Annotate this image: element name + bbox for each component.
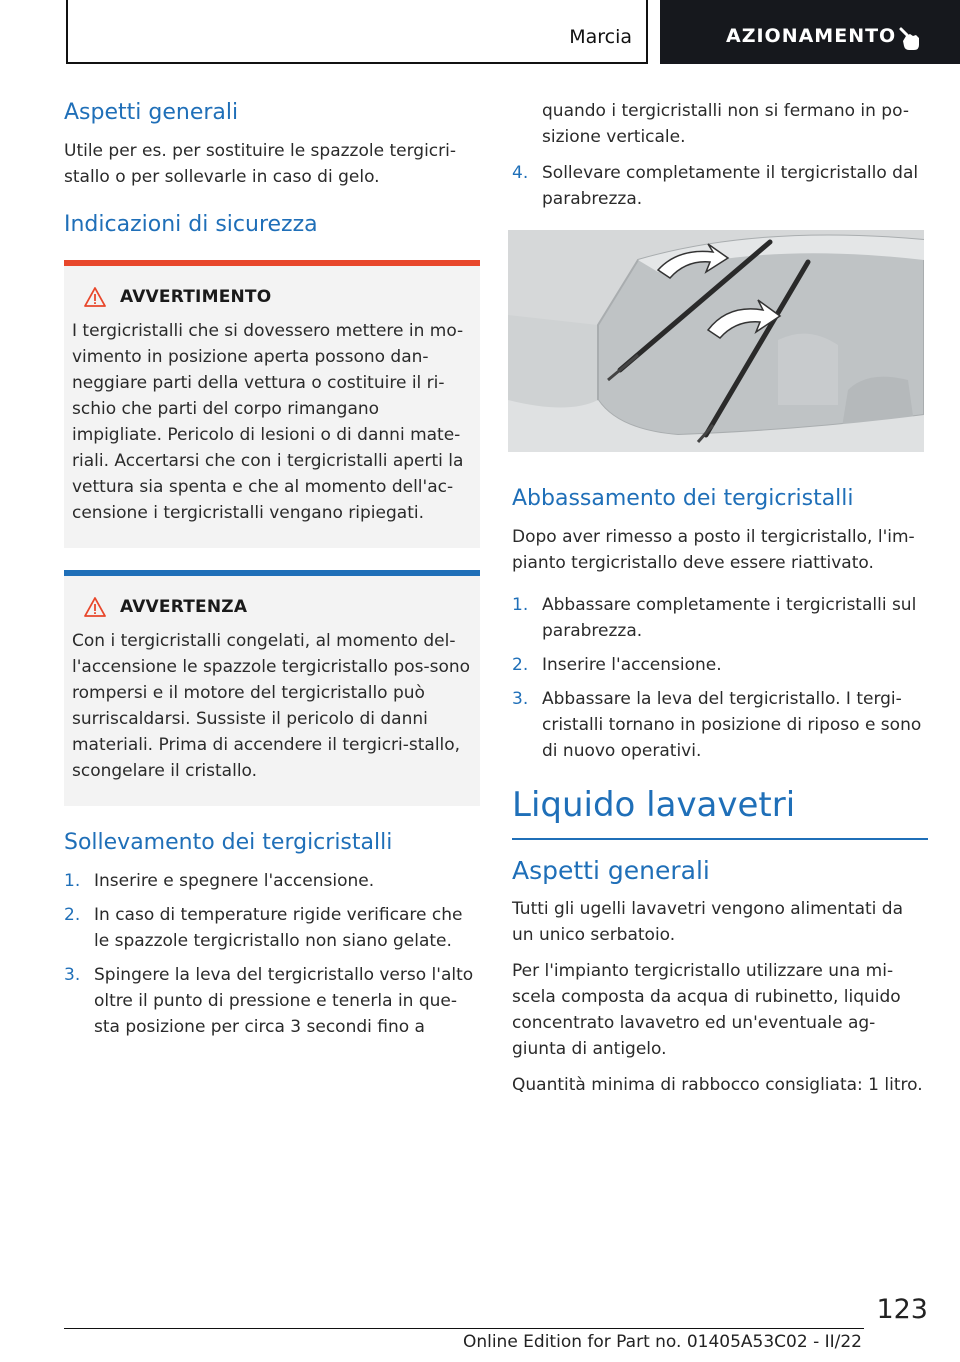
step-text: Inserire e spegnere l'accensione.: [94, 871, 375, 891]
list-item: [64, 902, 480, 954]
step-number: 2.: [512, 655, 529, 675]
step-text: Abbassare completamente i tergicristalli sul parabrezza.: [542, 595, 917, 641]
hand-pointer-icon: [898, 26, 922, 52]
warning-title: AVVERTIMENTO: [120, 287, 272, 307]
sollevamento-steps: [64, 868, 480, 1040]
warning-box-avvertenza: [64, 570, 480, 806]
liquido-heading: Liquido lavavetri: [512, 782, 928, 840]
step-text: Sollevare completamente il tergicristallo dal parabrezza.: [542, 163, 919, 209]
section-header-tab: [660, 0, 960, 64]
footer-divider: [64, 1328, 864, 1329]
warning-header: [72, 592, 472, 622]
liquido-para-1: Tutti gli ugelli lavavetri vengono alimentati da un unico serbatoio.: [512, 899, 903, 945]
chapter-header-box: [66, 0, 648, 64]
list-item: [512, 686, 928, 764]
step-number: 1.: [512, 595, 529, 615]
page-number: 123: [876, 1294, 928, 1325]
aspetti-heading: Aspetti generali: [64, 100, 239, 125]
warning-text: I tergicristalli che si dovessero mettere in mo-vimento in posizione aperta possono dan-neggiare parti della vettura o costituire il ri-schio che parti del corpo rimangano impigliate. Pericolo di lesioni o di danni mate-riali. Accertarsi che con i tergicristalli aperti la vettura sia spenta e che al momento dell'ac-censione i tergicristalli vengano ripiegati.: [72, 321, 464, 523]
list-item: [512, 652, 928, 678]
abbassamento-steps: [512, 592, 928, 764]
list-item: [512, 160, 928, 212]
sollevamento-heading: Sollevamento dei tergicristalli: [64, 830, 393, 855]
step-number: 2.: [64, 905, 81, 925]
warning-triangle-icon: [84, 597, 106, 617]
step-number: 3.: [64, 965, 81, 985]
list-item: [512, 592, 928, 644]
liquido-para-3: Quantità minima di rabbocco consigliata: 1 litro.: [512, 1075, 923, 1095]
chapter-title: Marcia: [569, 26, 632, 48]
warning-header: [72, 282, 472, 312]
step-number: 3.: [512, 689, 529, 709]
warning-text: Con i tergicristalli congelati, al momento del-l'accensione le spazzole tergicristallo pos-sono rompersi e il motore del tergicristallo può surriscaldarsi. Sussiste il pericolo di danni materiali. Prima di accendere il tergicri-stallo, scongelare il cristallo.: [72, 631, 471, 781]
left-column: [64, 98, 480, 1050]
sollevamento-steps-cont: [512, 160, 928, 212]
warning-title: AVVERTENZA: [120, 597, 248, 617]
step-text: Spingere la leva del tergicristallo verso l'alto oltre il punto di pressione e tenerla in que-sta posizione per circa 3 secondi fino a: [94, 965, 474, 1037]
step-number: 1.: [64, 871, 81, 891]
edition-footer: Online Edition for Part no. 01405A53C02 - II/22: [462, 1332, 862, 1352]
sicurezza-heading: Indicazioni di sicurezza: [64, 212, 318, 237]
right-column: [512, 98, 928, 1108]
wiper-illustration: [508, 230, 924, 452]
warning-box-avvertimento: [64, 260, 480, 548]
list-item: [64, 962, 480, 1040]
step-continuation: quando i tergicristalli non si fermano in po-sizione verticale.: [542, 101, 909, 147]
warning-triangle-icon: [84, 287, 106, 307]
step-number: 4.: [512, 163, 529, 183]
step-text: Inserire l'accensione.: [542, 655, 722, 675]
warning-bar-red: [64, 260, 480, 266]
aspetti2-heading: Aspetti generali: [512, 856, 710, 885]
warning-bar-blue: [64, 570, 480, 576]
liquido-para-2: Per l'impianto tergicristallo utilizzare una mi-scela composta da acqua di rubinetto, liquido concentrato lavavetro ed un'eventuale ag-giunta di antigelo.: [512, 961, 901, 1059]
abbassamento-heading: Abbassamento dei tergicristalli: [512, 486, 854, 511]
section-title: AZIONAMENTO: [726, 25, 897, 47]
list-item: [64, 868, 480, 894]
abbassamento-text: Dopo aver rimesso a posto il tergicristallo, l'im-pianto tergicristallo deve essere riattivato.: [512, 527, 915, 573]
step-text: In caso di temperature rigide verificare che le spazzole tergicristallo non siano gelate.: [94, 905, 463, 951]
aspetti-text: Utile per es. per sostituire le spazzole tergicri-stallo o per sollevarle in caso di gelo.: [64, 141, 456, 187]
step-text: Abbassare la leva del tergicristallo. I tergi-cristalli tornano in posizione di riposo e sono di nuovo operativi.: [542, 689, 922, 761]
